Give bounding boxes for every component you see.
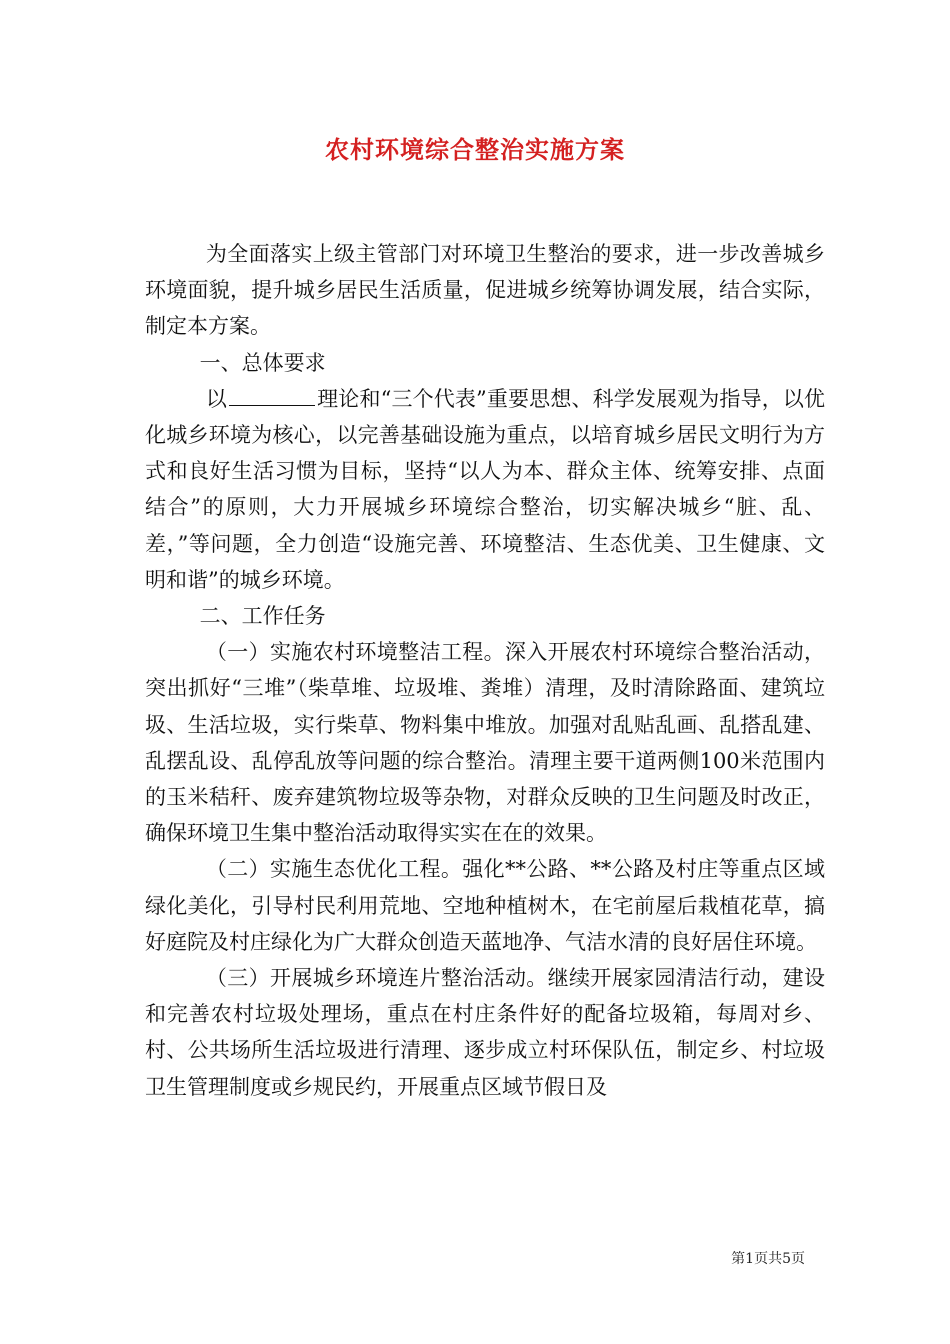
- task-2-paragraph: （二）实施生态优化工程。强化**公路、**公路及村庄等重点区域绿化美化，引导村民利用荒地、空地种植树木，在宅前屋后栽植花草，搞好庭院及村庄绿化为广大群众创造天蓝地净、气洁水清的良好居住环境。: [145, 857, 825, 954]
- document-body: [145, 236, 825, 1105]
- page-number: 第1页共5页: [731, 1251, 805, 1267]
- general-requirements-paragraph: [145, 381, 825, 598]
- section-heading-general-requirements: 一、总体要求: [199, 350, 326, 375]
- task-3-paragraph: （三）开展城乡环境连片整治活动。继续开展家园清洁行动，建设和完善农村垃圾处理场，重点在村庄条件好的配备垃圾箱，每周对乡、村、公共场所生活垃圾进行清理、逐步成立村环保队伍，制定乡、村垃圾卫生管理制度或乡规民约，开展重点区域节假日及: [145, 966, 825, 1099]
- document-title: 农村环境综合整治实施方案: [325, 135, 625, 164]
- paragraph-lead-word: 以: [205, 386, 228, 411]
- section-heading-work-tasks: 二、工作任务: [199, 604, 326, 629]
- intro-paragraph: 为全面落实上级主管部门对环境卫生整治的要求，进一步改善城乡环境面貌，提升城乡居民生活质量，促进城乡统筹协调发展，结合实际，制定本方案。: [145, 242, 825, 339]
- task-1-paragraph: （一）实施农村环境整洁工程。深入开展农村环境综合整治活动，突出抓好“三堆”（柴草堆、垃圾堆、粪堆）清理，及时清除路面、建筑垃圾、生活垃圾，实行柴草、物料集中堆放。加强对乱贴乱画、乱搭乱建、乱摆乱设、乱停乱放等问题的综合整治。清理主要干道两侧100米范围内的玉米秸秆、废弃建筑物垃圾等杂物，对群众反映的卫生问题及时改正，确保环境卫生集中整治活动取得实实在在的效果。: [145, 640, 825, 846]
- blank-underline: [229, 385, 315, 406]
- paragraph-body: 理论和“三个代表”重要思想、科学发展观为指导，以优化城乡环境为核心，以完善基础设施为重点，以培育城乡居民文明行为方式和良好生活习惯为目标，坚持“以人为本、群众主体、统筹安排、点面结合”的原则，大力开展城乡环境综合整治，切实解决城乡“脏、乱、差，”等问题，全力创造“设施完善、环境整洁、生态优美、卫生健康、文明和谐”的城乡环境。: [145, 386, 825, 592]
